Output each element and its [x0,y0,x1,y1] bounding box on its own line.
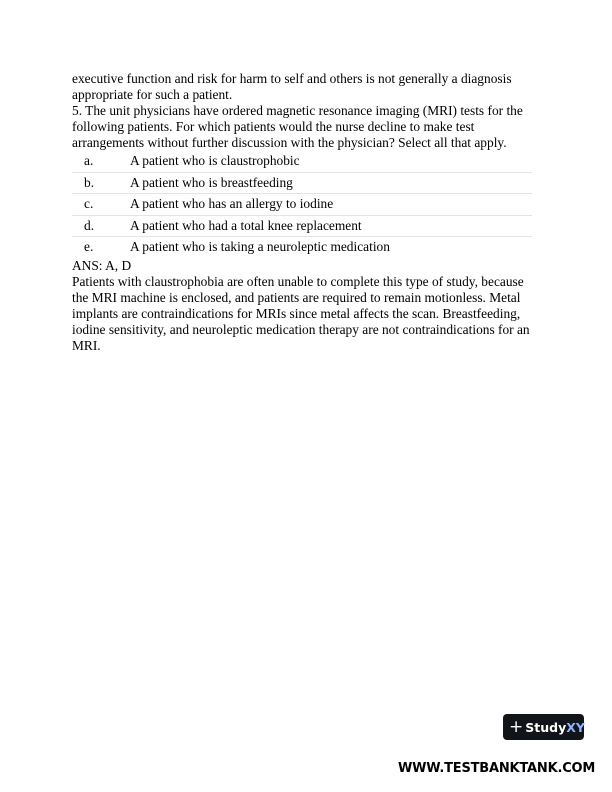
rationale-line: Patients with claustrophobia are often unable to complete this type of study, because [72,273,524,289]
plus-icon: + [509,717,524,737]
option-row [72,194,532,216]
text-line: appropriate for such a patient. [72,87,233,102]
text-line: executive function and risk for harm to self and others is not generally a diagnosis [72,71,512,86]
rationale-line: MRI. [72,337,101,353]
question-line: following patients. For which patients would the nurse decline to make test [72,119,475,134]
option-row [72,172,532,194]
option-letter: d. [84,217,95,233]
studyxy-badge[interactable] [503,714,584,740]
option-letter: c. [84,196,94,212]
answer-options-table [72,151,532,258]
option-text: A patient who had a total knee replacement [130,217,362,233]
option-text: A patient who is taking a neuroleptic medication [130,239,390,255]
question-line: arrangements without further discussion with the physician? Select all that apply. [72,135,507,150]
brand-name-main: Study [525,719,567,735]
brand-name-accent: XY [566,719,585,735]
option-row [72,215,532,237]
option-letter: a. [84,153,94,169]
option-row [72,237,532,258]
option-text: A patient who is breastfeeding [130,174,293,190]
question-line: 5. The unit physicians have ordered magnetic resonance imaging (MRI) tests for the [72,103,523,118]
option-row [72,151,532,172]
option-text: A patient who has an allergy to iodine [130,196,334,212]
option-letter: e. [84,239,94,255]
document-body [72,71,542,354]
rationale-line: the MRI machine is enclosed, and patients are required to remain motionless. Metal [72,289,521,305]
brand-name [525,720,585,735]
rationale-line: iodine sensitivity, and neuroleptic medication therapy are not contraindications for an [72,321,530,337]
option-text: A patient who is claustrophobic [130,153,300,169]
rationale-line: implants are contraindications for MRIs since metal affects the scan. Breastfeeding, [72,305,521,321]
footer-url[interactable]: WWW.TESTBANKTANK.COM [398,761,596,776]
answer-line: ANS: A, D [72,257,132,273]
option-letter: b. [84,174,95,190]
